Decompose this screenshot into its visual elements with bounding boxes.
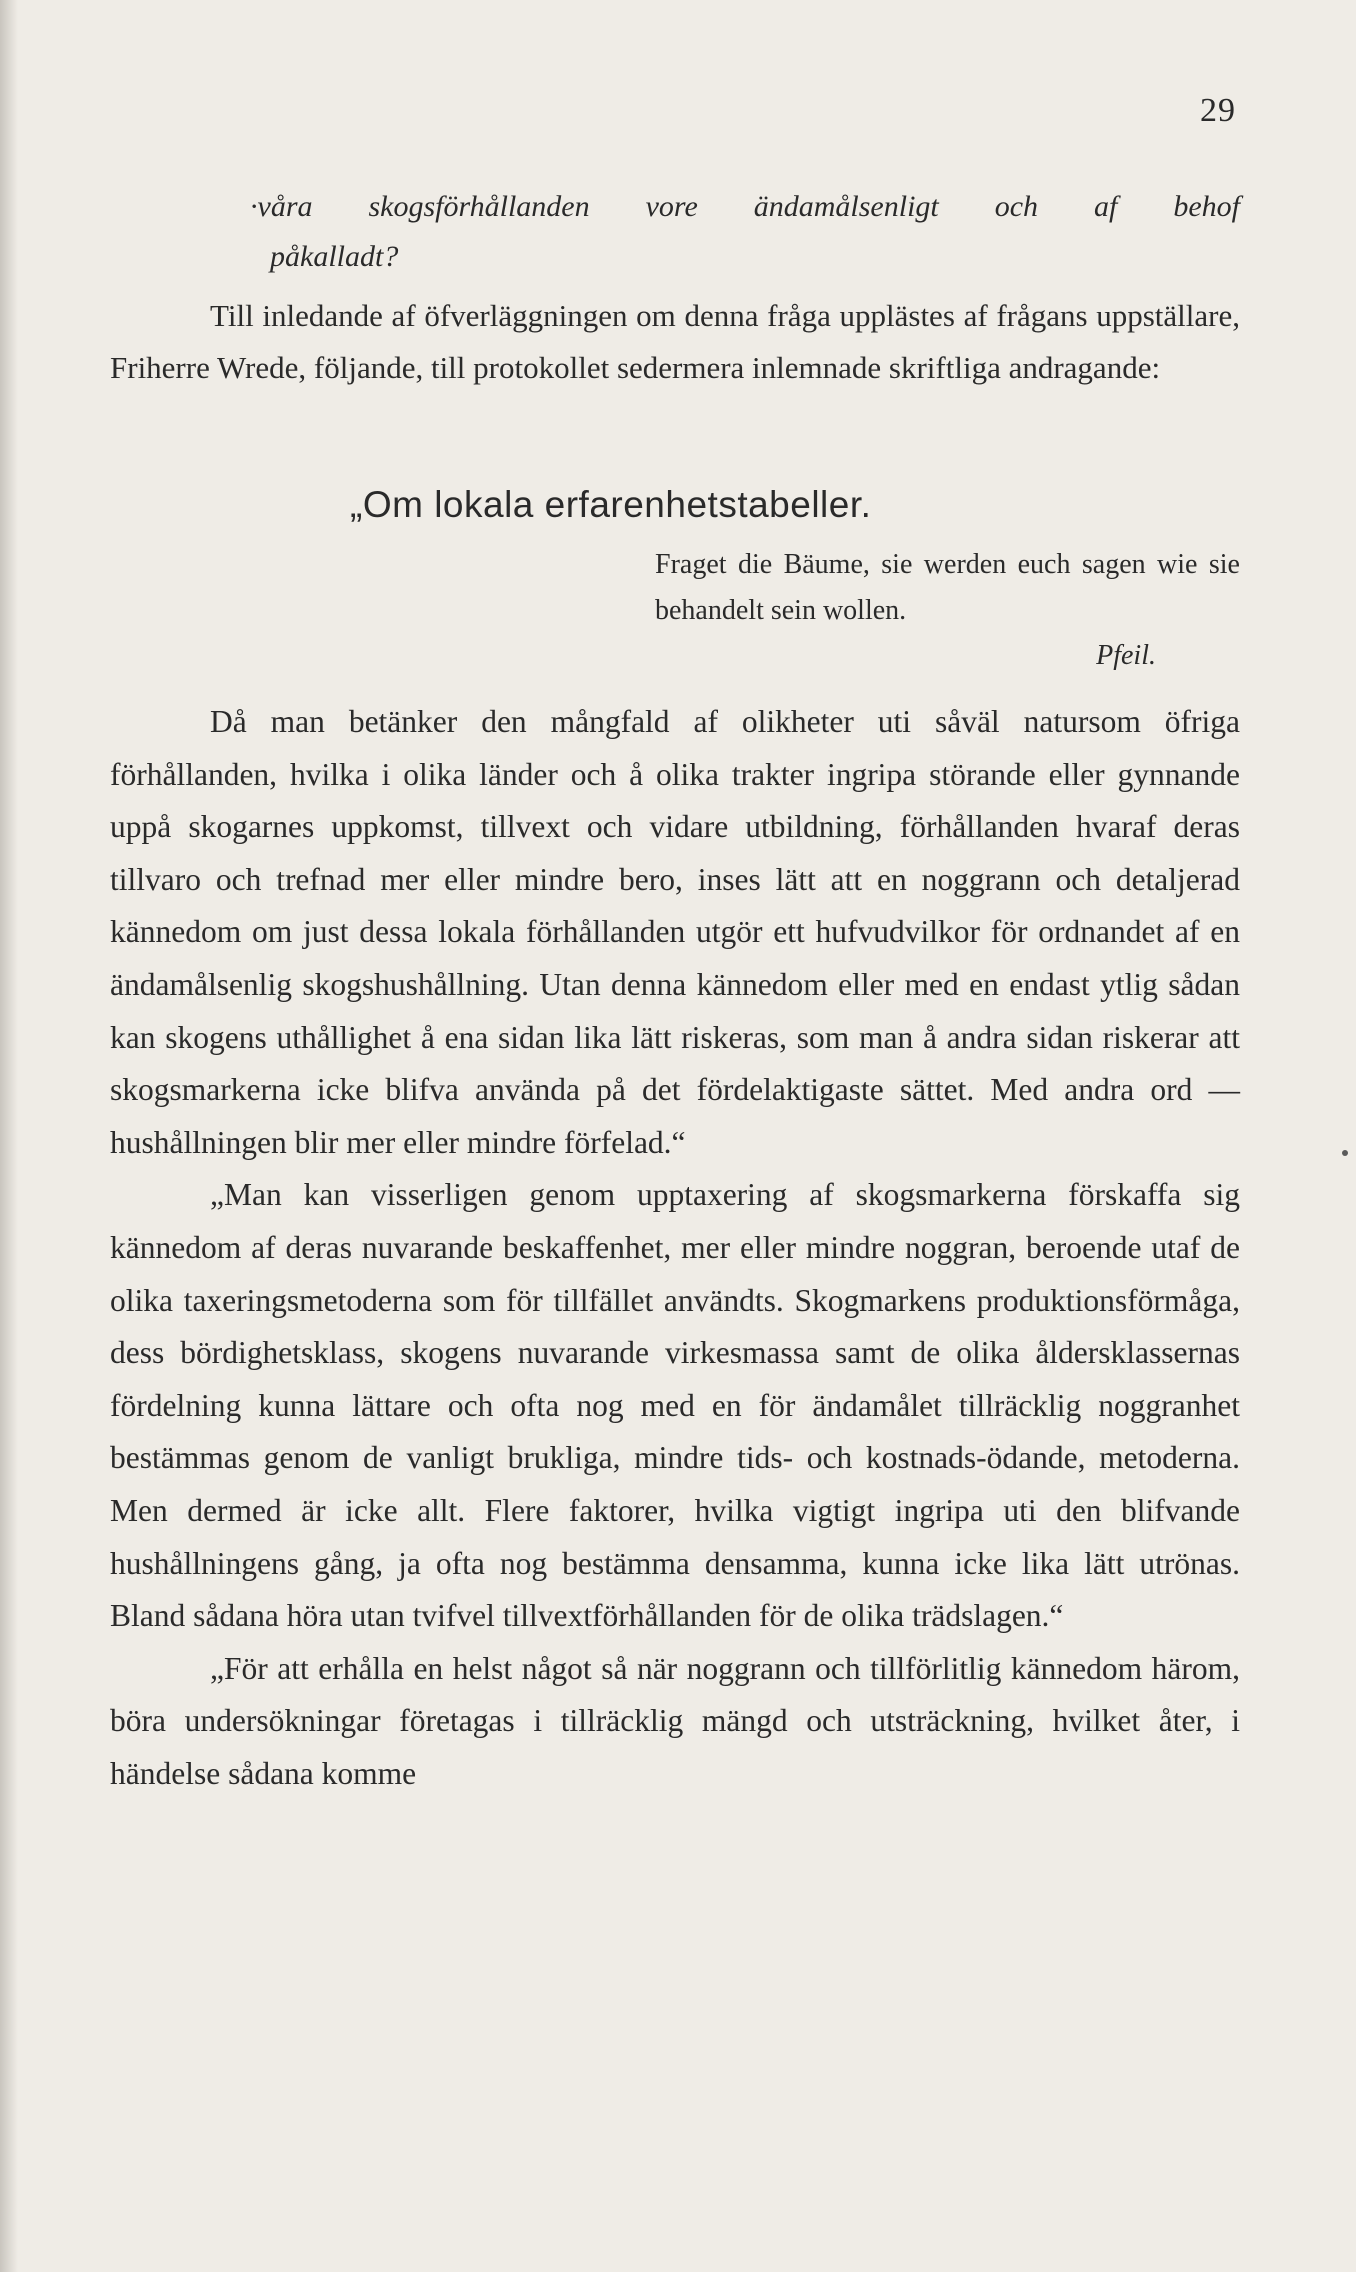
- paragraph-2: „Man kan visserligen genom upptaxering af skogsmarkerna förskaffa sig kännedom af deras nuvarande beskaffenhet, mer eller mindre noggran, beroende utaf de olika taxeringsmetoderna som för tillfället användts. Skogmarkens produktionsförmåga, dess bördighetsklass, skogens nuvarande virkesmassa samt de olika åldersklassernas fördelning kunna lättare och ofta nog med en för ändamålet tillräcklig noggranhet bestämmas genom de vanligt brukliga, mindre tids- och kostnads-ödande, metoderna. Men dermed är icke allt. Flere faktorer, hvilka vigtigt ingripa uti den blifvande hushållningens gång, ja ofta nog bestämma densamma, kunna icke lika lätt utrönas. Bland sådana höra utan tvifvel tillvextförhållanden för de olika trädslagen.“: [110, 1177, 1240, 1634]
- question-line-2: påkalladt?: [270, 240, 399, 273]
- question-line-1: ·våra skogsförhållanden vore ändamålsenligt och af behof: [250, 190, 1240, 223]
- paper-speck: [1342, 1150, 1348, 1156]
- question-text: [110, 182, 1240, 282]
- section-heading: „Om lokala erfarenhetstabeller.: [350, 484, 872, 525]
- page-number: 29: [1200, 92, 1236, 129]
- paragraph-1: Då man betänker den mångfald af olikheter uti såväl natursom öfriga förhållanden, hvilka i olika länder och å olika trakter ingripa störande eller gynnande uppå skogarnes uppkomst, tillvext och vidare utbildning, förhållanden hvaraf deras tillvaro och trefnad mer eller mindre bero, inses lätt att en noggrann och detaljerad kännedom om just dessa lokala förhållanden utgör ett hufvudvilkor för ordnandet af en ändamålsenlig skogshushållning. Utan denna kännedom eller med en endast ytlig sådan kan skogens uthållighet å ena sidan lika lätt riskeras, som man å andra sidan riskerar att skogsmarkerna icke blifva använda på det fördelaktigaste sättet. Med andra ord — hushållningen blir mer eller mindre förfelad.“: [110, 704, 1240, 1160]
- paragraph-3: „För att erhålla en helst något så när noggrann och tillförlitlig kännedom härom, böra undersökningar företagas i tillräcklig mängd och utsträckning, hvilket åter, i händelse sådana komme: [110, 1650, 1240, 1791]
- page-edge-shadow: [0, 0, 18, 2272]
- intro-paragraph: Till inledande af öfverläggningen om denna fråga upplästes af frågans uppställare, Friherre Wrede, följande, till protokollet sedermera inlemnade skriftliga andragande:: [110, 298, 1240, 385]
- epigraph-quote: Fraget die Bäume, sie werden euch sagen wie sie behandelt sein wollen.: [655, 549, 1240, 626]
- body-text: [110, 696, 1240, 1800]
- epigraph-source: Pfeil.: [1096, 640, 1156, 671]
